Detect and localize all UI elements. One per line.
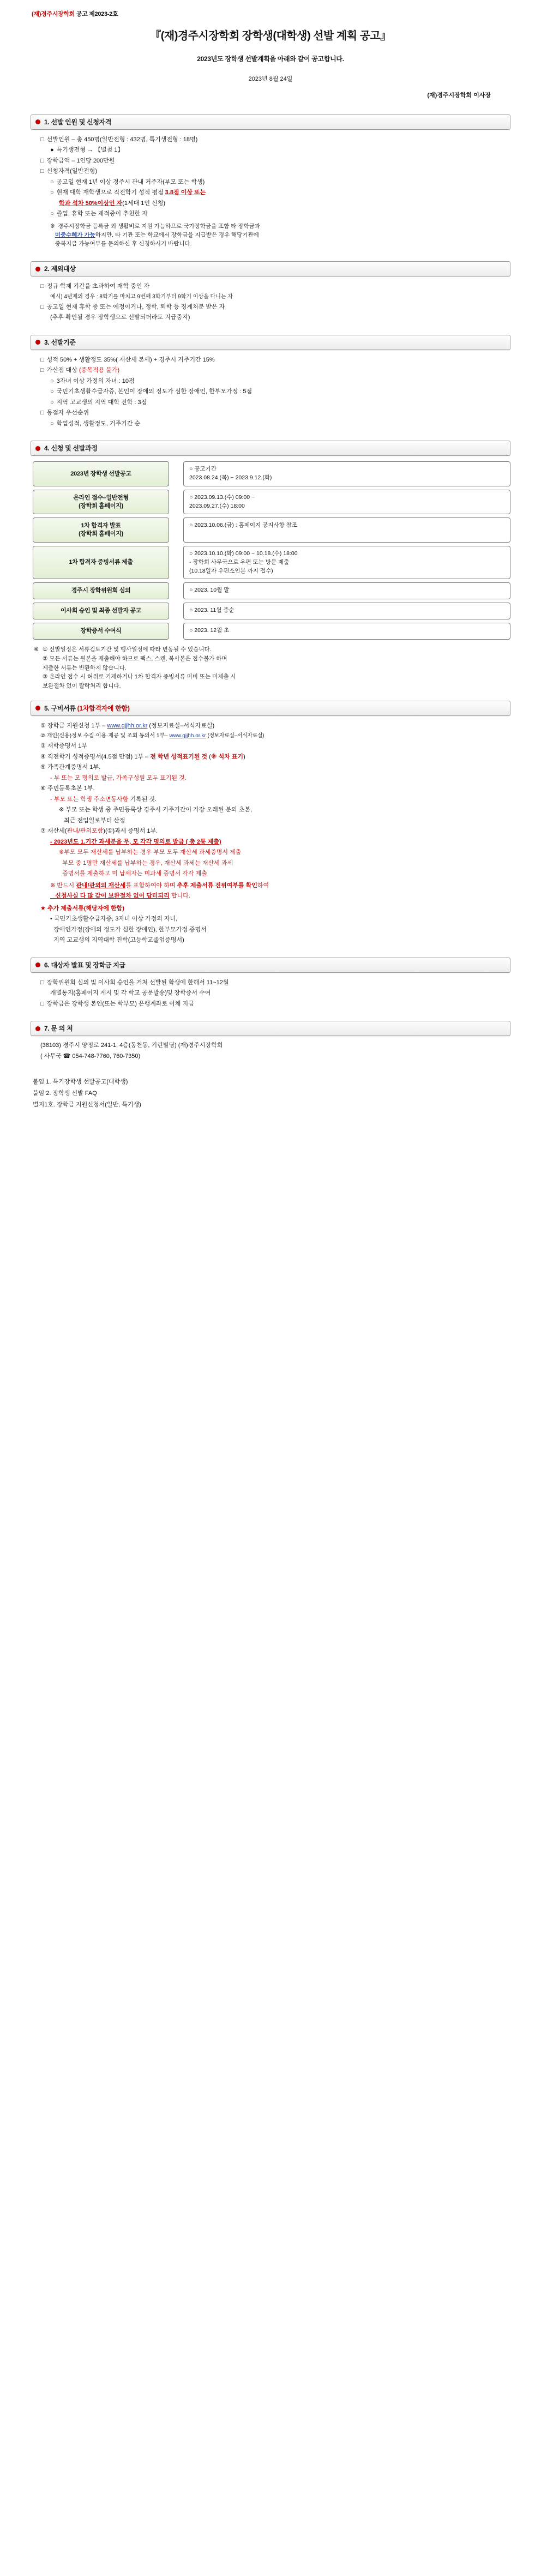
section-2-body (31, 281, 510, 325)
list-item: 예시) 4년제의 경우 : 8학기를 마치고 9번째 3학기부터 9학기 이상을 다니는 자 (50, 293, 233, 300)
list-item: ③ 재학증명서 1부 (40, 743, 87, 750)
flow-stage: 온라인 접수–일반전형 (장학회 홈페이지) (33, 490, 169, 515)
flow-detail-line: 2023.08.24.(목) ~ 2023.9.12.(화) (189, 474, 272, 482)
issue-date: 2023년 8월 24일 (248, 75, 293, 82)
section-4-title: 신청 및 선발과정 (51, 444, 98, 453)
list-item: (추후 확인될 경우 장학생으로 선발되더라도 지급중지) (50, 314, 190, 321)
list-item: ⑥ 주민등록초본 1부. (40, 785, 95, 792)
list-item: 부모 중 1명만 재산세를 납부하는 경우, 재산세 과세는 재산세 과세 (59, 859, 233, 866)
section-1-title: 선발 인원 및 신청자격 (51, 118, 112, 126)
section-6-body (31, 977, 510, 1012)
list-item: ○ 지역 고교생의 지역 대학 진학 : 3점 (40, 398, 510, 407)
bullet-dot-icon (35, 119, 40, 124)
section-6-title: 대상자 발표 및 장학금 지급 (51, 961, 125, 969)
list-item: □ 선발인원 – 총 450명(일반전형 : 432명, 특기생전형 : 18명) (40, 135, 510, 145)
flow-detail-line: ○ 2023.10.06.(금) : 홈페이지 공지사항 참조 (189, 522, 297, 529)
page-subtitle: 2023년도 장학생 선발계획을 아래와 같이 공고합니다. (197, 55, 344, 63)
flow-detail-line: ○ 2023.09.13.(수) 09:00 ~ (189, 493, 255, 501)
page-title: 『(재)경주시장학회 장학생(대학생) 선발 계획 공고』 (150, 29, 391, 42)
footnote-line: ② 모든 서류는 원본을 제출해야 하므로 팩스, 스캔, 복사본은 접수불가 하며 (43, 655, 227, 662)
bullet-dot-icon (35, 1026, 40, 1031)
flow-row (33, 623, 510, 640)
list-item: □ 장학위원회 심의 및 이사회 승인을 거쳐 선발된 학생에 한해서 11~12월 (40, 978, 510, 988)
section-4-number: 4. (44, 444, 50, 453)
contact-block (31, 1040, 510, 1062)
list-item: - 부 또는 모 명의로 발급, 가족구성원 모두 표기된 것. (50, 774, 187, 781)
flow-row (33, 546, 510, 579)
attachment-item: 붙임 1. 특기장학생 선발공고(대학생) (33, 1079, 128, 1086)
list-item: 학과 석차 50%이상인 자(1세대 1인 신청) (59, 200, 166, 207)
bullet-dot-icon (35, 267, 40, 272)
list-item: □ 동점자 우선순위 (40, 408, 510, 418)
list-item: □ 가산점 대상 (중복적용 불가) (40, 366, 510, 375)
process-footnotes: ※ ① 선발일정은 서류검토기간 및 행사일정에 따라 변동될 수 있습니다. ② 모든 서류는 원본을 제출해야 하므로 팩스, 스캔, 복사본은 접수불가 하며 제출한 서류는 반환하지 않습니다. ③ 온라인 접수 시 허위로 기재하거나 1차 합격자 증빙서류 미비 또는 미제출 시 보완절차 없이 탈락처리 합니다. (34, 645, 510, 691)
list-item: 최근 전입일로부터 산정 (59, 817, 125, 824)
list-item: ★ 추가 제출서류(해당자에 한함) (40, 905, 124, 912)
flow-stage: 2023년 장학생 선발공고 (33, 461, 169, 486)
section-7-number: 7. (44, 1025, 50, 1033)
section-heading-6 (31, 958, 510, 973)
section-1-body (31, 134, 510, 252)
section-1-note: ※ 경주시장학금 등록금 외 생활비로 지원 가능하므로 국가장학금을 포함 타 장학금과 미중수혜가 가능하지만, 타 기관 또는 학교에서 장학금을 지급받은 경우 해당기관에 중복지급 가능여부를 문의하신 후 신청하시기 바랍니다. (40, 222, 510, 249)
section-5-title: 구비서류 (51, 704, 77, 712)
list-item: ○ 국민기초생활수급자증, 본인이 장애의 정도가 심한 장애인, 한부모가정 : 5점 (40, 387, 510, 396)
list-item: ○ 3자녀 이상 가정의 자녀 : 10점 (40, 377, 510, 386)
bullet-dot-icon (35, 706, 40, 711)
flow-detail-line: ○ 2023. 12월 초 (189, 627, 230, 634)
flow-stage: 이사회 승인 및 최종 선발자 공고 (33, 603, 169, 619)
section-3-number: 3. (44, 338, 50, 346)
list-item: ② 개인(신용)정보 수집·이용·제공 및 조회 동의서 1부– www.gjjhh.or.kr (정보자료실–서식자료실) (40, 733, 265, 739)
list-item: □ 공고일 현재 휴학 중 또는 예정이거나, 정학, 퇴학 등 징계처분 받은 자 (40, 303, 510, 312)
list-item: 신청사실 다 많 같이 보완절차 없이 답터되리 합니다. (50, 893, 190, 900)
header-org: (재)경주시장학회 (32, 11, 75, 17)
footnote-line: ① 선발일정은 서류검토기간 및 행사일정에 따라 변동될 수 있습니다. (43, 646, 212, 653)
list-item: 증명서를 제출하고 미 납세자는 미과세 증명서 각각 제출 (59, 870, 207, 877)
section-3-title: 선발기준 (51, 338, 76, 346)
issuer-signature: (재)경주시장학회 이사장 (427, 92, 491, 99)
document-header (32, 10, 510, 19)
list-item: □ 장학금은 장학생 본인(또는 학부모) 은행계좌로 이체 지급 (40, 1000, 510, 1009)
section-heading-2 (31, 261, 510, 276)
footnote-line: 제출한 서류는 반환하지 않습니다. (43, 664, 127, 671)
flow-detail (183, 603, 510, 619)
flow-detail (183, 546, 510, 579)
list-item: □ 성적 50% + 생활정도 35%( 재산세 본세) + 경주시 거주기간 15% (40, 356, 510, 365)
bullet-dot-icon (35, 962, 40, 967)
flow-row (33, 582, 510, 599)
list-item: ○ 졸업, 휴학 또는 제적중이 추천한 자 (40, 209, 510, 219)
flow-stage: 경주시 장학위원회 심의 (33, 582, 169, 599)
section-5-title-note: (1차합격자에 한함) (77, 704, 130, 712)
section-5-body (31, 720, 510, 948)
list-item: □ 장학금액 – 1인당 200만원 (40, 157, 510, 166)
flow-detail-line: (10.18일자 우편소인분 까지 접수) (189, 567, 273, 574)
list-item: • 국민기초생활수급자증, 3자녀 이상 가정의 자녀, (50, 916, 178, 923)
section-heading-1 (31, 115, 510, 130)
flow-detail (183, 490, 510, 515)
list-item: ※ 반드시 관내/관외의 재산세를 포함하여야 하며 추후 제출서류 진위여부를 확인하여 (50, 882, 269, 889)
list-item: ○ 현재 대학 재학생으로 직전학기 성적 평점 3.8점 이상 또는 (40, 188, 510, 197)
list-item: ① 장학금 지원신청 1부 – www.gjjhh.or.kr (정보지료실–서식자료실) (40, 722, 215, 729)
flow-detail-line: - 장학회 사무국으로 우편 또는 방문 제출 (189, 558, 290, 565)
flow-row (33, 603, 510, 619)
section-2-title: 제외대상 (51, 265, 76, 273)
flow-detail-line: ○ 2023. 10월 말 (189, 587, 230, 594)
contact-address: (38103) 경주시 양정로 241-1, 4층(동천동, 기린빌딩) (재)경주시장학회 (40, 1042, 223, 1049)
attachment-item: 붙임 2. 장학생 선발 FAQ (33, 1090, 97, 1097)
list-item: □ 신청자격(일반전형) (40, 167, 510, 176)
bullet-dot-icon (35, 340, 40, 345)
flow-stage: 1차 합격자 증빙서류 제출 (33, 546, 169, 579)
flow-detail-line: ○ 2023. 11월 중순 (189, 607, 235, 614)
section-heading-5 (31, 701, 510, 716)
list-item: ● 특기생전형 → 【별첨 1】 (40, 146, 510, 155)
list-item: 장애인가정(장애의 정도가 심한 장애인), 한부모가정 증명서 (50, 926, 207, 933)
header-rest: 공고 제2023-2호 (75, 11, 118, 17)
section-heading-3 (31, 335, 510, 350)
section-2-number: 2. (44, 265, 50, 273)
list-item: ④ 직전학기 성적증명서(4.5점 만점) 1부 – 전 학년 성적표기된 것 (※ 석차 표기) (40, 753, 245, 760)
flow-detail-line: ○ 2023.10.10.(화) 09:00 ~ 10.18.(수) 18:00 (189, 550, 298, 557)
list-item: ※부모 모두 재산세를 납부하는 경우 부모 모두 재산세 과세증명서 제출 (59, 849, 242, 856)
list-item: ※ 부모 또는 학생 중 주민등록상 경주시 거주기간이 가장 오래된 분의 초본, (59, 806, 253, 814)
section-7-title: 문 의 처 (51, 1025, 73, 1033)
attachments-block (31, 1076, 510, 1111)
flow-detail-line: 2023.09.27.(수) 18:00 (189, 502, 245, 509)
contact-phone: ( 사무국 ☎ 054-748-7760, 760-7350) (40, 1053, 141, 1060)
section-3-body (31, 354, 510, 431)
list-item: - 부모 또는 학생 주소변동사항 기록된 것. (50, 796, 157, 803)
list-item: ⑤ 가족관계증명서 1부. (40, 764, 101, 771)
footnote-line: ③ 온라인 접수 시 허위로 기재하거나 1차 합격자 증빙서류 미비 또는 미제출 시 (43, 673, 236, 681)
section-6-number: 6. (44, 961, 50, 969)
flow-detail (183, 623, 510, 640)
process-flow (33, 461, 510, 640)
flow-stage: 장학증서 수여식 (33, 623, 169, 640)
list-item: 개별통지(홈페이지 게시 및 각 학교 공문발송)및 장학증서 수여 (50, 990, 211, 997)
flow-row (33, 490, 510, 515)
section-1-number: 1. (44, 118, 50, 126)
flow-detail (183, 517, 510, 543)
footnote-line: 보완절차 없이 탈락처리 합니다. (43, 683, 121, 690)
section-5-number: 5. (44, 704, 50, 712)
flow-row (33, 517, 510, 543)
list-item: ○ 공고일 현재 1년 이상 경주시 관내 거주자(부모 또는 학생) (40, 178, 510, 187)
attachment-item: 별지1호. 장학금 지원신청서(일반, 특기생) (33, 1101, 141, 1108)
bullet-dot-icon (35, 446, 40, 451)
list-item: - 2023년도 1.기간 과세분을 무, 모 각각 명의로 발급 ( 총 2통 제출) (50, 838, 221, 845)
section-heading-7 (31, 1021, 510, 1036)
flow-detail-line: ○ 공고기간 (189, 466, 217, 473)
note-line: 경주시장학금 등록금 외 생활비로 지원 가능하므로 국가장학금을 포함 타 장학금과 (57, 222, 260, 230)
flow-detail (183, 461, 510, 486)
list-item: ○ 학업성적, 생활정도, 거주기간 순 (40, 419, 510, 429)
flow-stage: 1차 합격자 발표 (장학회 홈페이지) (33, 517, 169, 543)
flow-row (33, 461, 510, 486)
list-item: 지역 고교생의 지역대학 진학(고등학교졸업증명서) (50, 937, 184, 944)
document-page (0, 0, 541, 1133)
list-item: □ 정규 학제 기간을 초과하여 재학 중인 자 (40, 282, 510, 291)
flow-detail (183, 582, 510, 599)
list-item: ⑦ 재산세(관내/관외포함)(①)과세 증명서 1부. (40, 828, 158, 835)
section-heading-4 (31, 441, 510, 456)
